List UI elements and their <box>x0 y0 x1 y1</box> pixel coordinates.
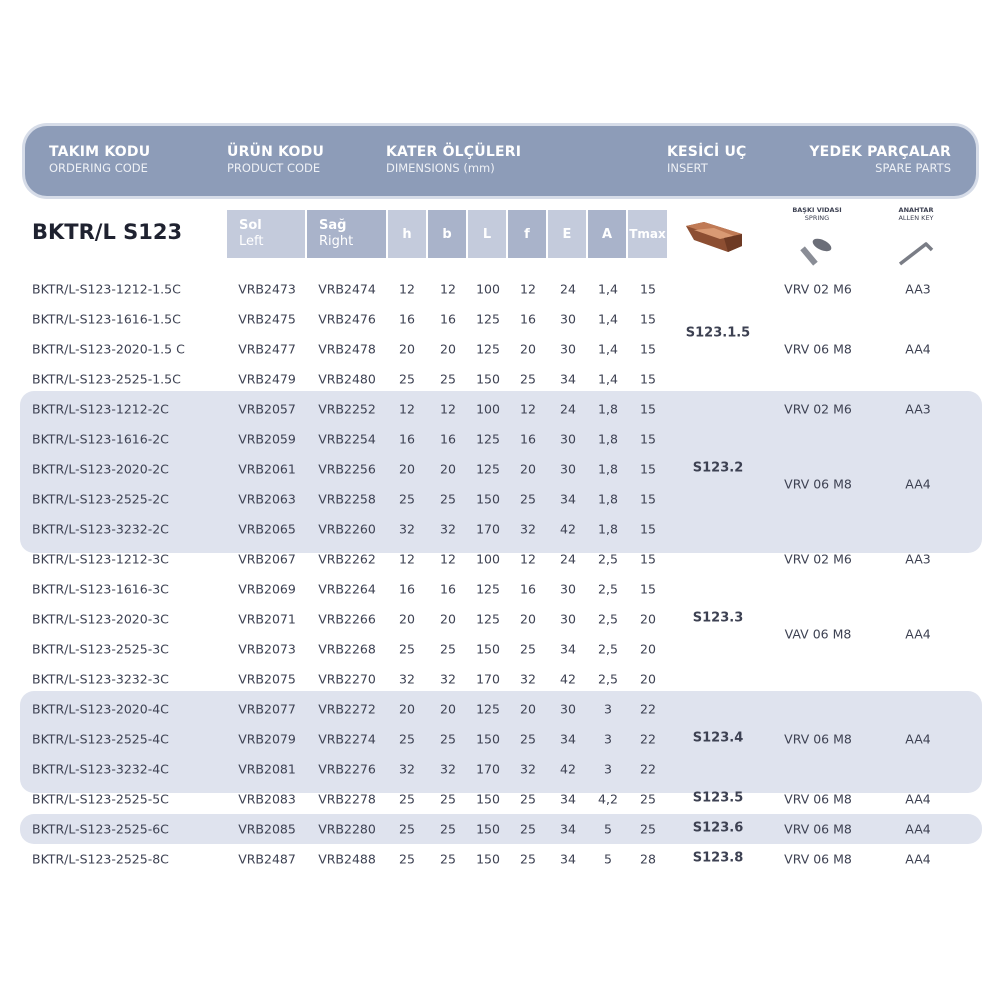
cell-dim-f: 32 <box>520 761 536 777</box>
header-product-code <box>227 144 324 175</box>
product-family-title: BKTR/L S123 <box>32 220 183 244</box>
cell-dim-L: 150 <box>476 371 500 387</box>
cell-dim-E: 30 <box>560 311 576 327</box>
cell-dim-b: 20 <box>440 701 456 717</box>
cell-dim-A: 1,4 <box>598 341 618 357</box>
cell-dim-L: 150 <box>476 731 500 747</box>
header-ordering-code <box>49 144 150 175</box>
cell-dim-E: 34 <box>560 851 576 867</box>
subheader-A: A <box>588 210 626 258</box>
cell-right-code: VRB2254 <box>318 431 376 447</box>
spare-screw: VRV 06 M8 <box>784 851 852 867</box>
spare-allen-key: AA4 <box>905 626 931 642</box>
cell-dim-Tmax: 22 <box>640 701 656 717</box>
cell-dim-A: 1,4 <box>598 311 618 327</box>
cell-dim-L: 150 <box>476 641 500 657</box>
cell-dim-b: 25 <box>440 641 456 657</box>
subheader-right-tr: Sağ <box>319 218 347 233</box>
cell-ordering-code: BKTR/L-S123-3232-2C <box>32 521 169 537</box>
cell-dim-b: 12 <box>440 551 456 567</box>
spare-screw: VAV 06 M8 <box>784 626 852 642</box>
cell-dim-b: 25 <box>440 791 456 807</box>
spring-label-tr: BAŞKI VIDASI <box>792 206 842 214</box>
cell-right-code: VRB2270 <box>318 671 376 687</box>
cell-dim-b: 32 <box>440 761 456 777</box>
insert-code: S123.6 <box>692 820 744 836</box>
cell-left-code: VRB2081 <box>238 761 296 777</box>
insert-code: S123.2 <box>692 460 744 476</box>
cell-ordering-code: BKTR/L-S123-1616-1.5C <box>32 311 181 327</box>
cell-right-code: VRB2280 <box>318 821 376 837</box>
cell-ordering-code: BKTR/L-S123-1212-1.5C <box>32 281 181 297</box>
cell-left-code: VRB2073 <box>238 641 296 657</box>
cell-dim-L: 150 <box>476 851 500 867</box>
cell-dim-L: 100 <box>476 551 500 567</box>
cell-dim-A: 3 <box>604 731 612 747</box>
cell-left-code: VRB2065 <box>238 521 296 537</box>
spare-allen-key: AA4 <box>905 731 931 747</box>
cell-right-code: VRB2258 <box>318 491 376 507</box>
cell-dim-E: 30 <box>560 431 576 447</box>
cell-dim-b: 25 <box>440 731 456 747</box>
header-ordering-title: TAKIM KODU <box>49 144 151 160</box>
spare-allen-key: AA4 <box>905 791 931 807</box>
cell-dim-L: 100 <box>476 281 500 297</box>
cell-left-code: VRB2487 <box>238 851 296 867</box>
cell-dim-A: 2,5 <box>598 551 618 567</box>
cell-dim-L: 125 <box>476 581 500 597</box>
cell-dim-h: 32 <box>399 521 415 537</box>
insert-image <box>684 218 746 256</box>
cell-dim-f: 25 <box>520 731 536 747</box>
spring-label <box>792 206 841 222</box>
cell-dim-L: 125 <box>476 311 500 327</box>
cell-dim-f: 12 <box>520 401 536 417</box>
cell-dim-A: 1,8 <box>598 461 618 477</box>
cell-right-code: VRB2266 <box>318 611 376 627</box>
cell-dim-f: 25 <box>520 791 536 807</box>
allen-key-label <box>898 206 933 222</box>
cell-left-code: VRB2071 <box>238 611 296 627</box>
cell-left-code: VRB2083 <box>238 791 296 807</box>
cell-dim-f: 12 <box>520 281 536 297</box>
cell-dim-Tmax: 25 <box>640 821 656 837</box>
cell-dim-b: 25 <box>440 821 456 837</box>
header-product-title: ÜRÜN KODU <box>227 144 325 160</box>
cell-dim-f: 16 <box>520 581 536 597</box>
subheader-L: L <box>468 210 506 258</box>
header-dimensions-title: KATER ÖLÇÜLERI <box>386 144 522 160</box>
cell-dim-E: 30 <box>560 461 576 477</box>
cell-ordering-code: BKTR/L-S123-2020-4C <box>32 701 169 717</box>
cell-dim-Tmax: 22 <box>640 731 656 747</box>
cell-dim-A: 5 <box>604 851 612 867</box>
cell-right-code: VRB2276 <box>318 761 376 777</box>
cell-ordering-code: BKTR/L-S123-2525-6C <box>32 821 169 837</box>
cell-dim-b: 25 <box>440 491 456 507</box>
insert-code: S123.5 <box>692 790 744 806</box>
cell-left-code: VRB2063 <box>238 491 296 507</box>
cell-dim-b: 12 <box>440 281 456 297</box>
cell-dim-L: 170 <box>476 521 500 537</box>
spare-screw: VRV 02 M6 <box>784 401 852 417</box>
cell-dim-f: 25 <box>520 821 536 837</box>
cell-dim-f: 25 <box>520 491 536 507</box>
cell-dim-b: 32 <box>440 671 456 687</box>
insert-code: S123.4 <box>692 730 744 746</box>
cell-left-code: VRB2057 <box>238 401 296 417</box>
cell-dim-Tmax: 15 <box>640 341 656 357</box>
cell-dim-Tmax: 15 <box>640 461 656 477</box>
cell-right-code: VRB2268 <box>318 641 376 657</box>
cell-ordering-code: BKTR/L-S123-2020-1.5 C <box>32 341 185 357</box>
cell-dim-b: 16 <box>440 311 456 327</box>
cell-dim-Tmax: 15 <box>640 521 656 537</box>
header-dimensions <box>386 144 521 175</box>
allen-key-label-en: ALLEN KEY <box>898 214 934 222</box>
cell-dim-L: 100 <box>476 401 500 417</box>
cell-dim-Tmax: 20 <box>640 671 656 687</box>
cell-dim-f: 12 <box>520 551 536 567</box>
cell-left-code: VRB2079 <box>238 731 296 747</box>
cell-dim-f: 32 <box>520 671 536 687</box>
spare-allen-key: AA4 <box>905 341 931 357</box>
insert-code: S123.1.5 <box>685 325 751 341</box>
cell-left-code: VRB2059 <box>238 431 296 447</box>
subheader-left-tr: Sol <box>239 218 262 233</box>
cell-dim-f: 16 <box>520 431 536 447</box>
cell-left-code: VRB2067 <box>238 551 296 567</box>
cell-dim-Tmax: 20 <box>640 611 656 627</box>
cell-right-code: VRB2264 <box>318 581 376 597</box>
cell-left-code: VRB2477 <box>238 341 296 357</box>
cell-ordering-code: BKTR/L-S123-1212-2C <box>32 401 169 417</box>
cell-dim-h: 12 <box>399 401 415 417</box>
cell-dim-L: 125 <box>476 341 500 357</box>
cell-dim-h: 25 <box>399 641 415 657</box>
cell-dim-E: 30 <box>560 341 576 357</box>
cell-dim-h: 12 <box>399 551 415 567</box>
cell-ordering-code: BKTR/L-S123-1616-2C <box>32 431 169 447</box>
cell-dim-L: 125 <box>476 431 500 447</box>
cell-right-code: VRB2474 <box>318 281 376 297</box>
screw-icon <box>800 237 834 267</box>
cell-right-code: VRB2480 <box>318 371 376 387</box>
cell-ordering-code: BKTR/L-S123-3232-4C <box>32 761 169 777</box>
spare-allen-key: AA4 <box>905 851 931 867</box>
cell-right-code: VRB2252 <box>318 401 376 417</box>
cell-dim-A: 1,8 <box>598 401 618 417</box>
spring-label-en: SPRING <box>804 214 830 222</box>
cell-right-code: VRB2262 <box>318 551 376 567</box>
cell-right-code: VRB2478 <box>318 341 376 357</box>
cell-dim-b: 20 <box>440 611 456 627</box>
cell-dim-A: 2,5 <box>598 671 618 687</box>
insert-code: S123.3 <box>692 610 744 626</box>
cell-ordering-code: BKTR/L-S123-2525-4C <box>32 731 169 747</box>
cell-dim-b: 16 <box>440 581 456 597</box>
cell-ordering-code: BKTR/L-S123-2525-1.5C <box>32 371 181 387</box>
cell-dim-E: 34 <box>560 641 576 657</box>
cell-dim-h: 20 <box>399 341 415 357</box>
allen-key-icon <box>896 234 936 268</box>
cell-dim-Tmax: 15 <box>640 581 656 597</box>
cell-dim-f: 32 <box>520 521 536 537</box>
spare-screw: VRV 06 M8 <box>784 341 852 357</box>
cell-dim-h: 16 <box>399 311 415 327</box>
cell-dim-b: 12 <box>440 401 456 417</box>
cell-dim-b: 32 <box>440 521 456 537</box>
cell-dim-A: 1,4 <box>598 371 618 387</box>
cell-dim-L: 150 <box>476 791 500 807</box>
spare-screw: VRV 06 M8 <box>784 821 852 837</box>
cell-ordering-code: BKTR/L-S123-2525-8C <box>32 851 169 867</box>
cell-dim-E: 42 <box>560 671 576 687</box>
cell-dim-E: 42 <box>560 521 576 537</box>
header-spare-subtitle: SPARE PARTS <box>875 161 951 175</box>
cell-dim-L: 125 <box>476 461 500 477</box>
subheader-b: b <box>428 210 466 258</box>
cell-dim-E: 34 <box>560 821 576 837</box>
subheader-E: E <box>548 210 586 258</box>
cell-dim-Tmax: 20 <box>640 641 656 657</box>
cell-dim-f: 20 <box>520 341 536 357</box>
cell-dim-h: 32 <box>399 671 415 687</box>
cell-dim-A: 1,8 <box>598 521 618 537</box>
cell-dim-A: 2,5 <box>598 581 618 597</box>
spare-screw: VRV 02 M6 <box>784 551 852 567</box>
cell-dim-E: 34 <box>560 791 576 807</box>
cell-dim-Tmax: 15 <box>640 491 656 507</box>
cell-right-code: VRB2256 <box>318 461 376 477</box>
cell-dim-E: 24 <box>560 401 576 417</box>
cell-dim-E: 24 <box>560 281 576 297</box>
header-insert-title: KESİCİ UÇ <box>667 144 747 160</box>
cell-dim-A: 3 <box>604 761 612 777</box>
cell-dim-h: 25 <box>399 851 415 867</box>
cell-dim-Tmax: 15 <box>640 311 656 327</box>
cell-left-code: VRB2085 <box>238 821 296 837</box>
allen-key-label-tr: ANAHTAR <box>898 206 934 214</box>
header-dimensions-subtitle: DIMENSIONS (mm) <box>386 161 495 175</box>
cell-dim-E: 34 <box>560 371 576 387</box>
cell-ordering-code: BKTR/L-S123-1212-3C <box>32 551 169 567</box>
cell-dim-Tmax: 15 <box>640 551 656 567</box>
cell-dim-L: 150 <box>476 821 500 837</box>
cell-dim-h: 12 <box>399 281 415 297</box>
cell-ordering-code: BKTR/L-S123-2020-3C <box>32 611 169 627</box>
cell-dim-Tmax: 25 <box>640 791 656 807</box>
subheader-right-en: Right <box>319 234 354 249</box>
cell-dim-E: 30 <box>560 581 576 597</box>
cell-dim-A: 2,5 <box>598 641 618 657</box>
cell-dim-Tmax: 15 <box>640 401 656 417</box>
cell-dim-E: 24 <box>560 551 576 567</box>
cell-dim-b: 25 <box>440 371 456 387</box>
cell-dim-f: 25 <box>520 371 536 387</box>
spare-screw: VRV 06 M8 <box>784 791 852 807</box>
cell-right-code: VRB2278 <box>318 791 376 807</box>
cell-right-code: VRB2274 <box>318 731 376 747</box>
cell-dim-Tmax: 15 <box>640 371 656 387</box>
cell-right-code: VRB2488 <box>318 851 376 867</box>
cell-dim-E: 30 <box>560 611 576 627</box>
table-header-bar <box>25 126 976 196</box>
header-product-subtitle: PRODUCT CODE <box>227 161 321 175</box>
cell-right-code: VRB2260 <box>318 521 376 537</box>
cell-dim-A: 4,2 <box>598 791 618 807</box>
subheader-f: f <box>508 210 546 258</box>
header-spare-title: YEDEK PARÇALAR <box>809 144 951 160</box>
cell-ordering-code: BKTR/L-S123-1616-3C <box>32 581 169 597</box>
cell-right-code: VRB2476 <box>318 311 376 327</box>
cell-dim-Tmax: 15 <box>640 431 656 447</box>
header-insert <box>667 144 747 175</box>
cell-dim-E: 42 <box>560 761 576 777</box>
spare-screw: VRV 06 M8 <box>784 476 852 492</box>
cell-dim-h: 20 <box>399 701 415 717</box>
cell-dim-E: 30 <box>560 701 576 717</box>
cell-dim-h: 16 <box>399 431 415 447</box>
cell-dim-L: 150 <box>476 491 500 507</box>
cell-right-code: VRB2272 <box>318 701 376 717</box>
cell-dim-Tmax: 22 <box>640 761 656 777</box>
cell-dim-h: 20 <box>399 611 415 627</box>
spare-allen-key: AA3 <box>905 281 931 297</box>
subheader-left-en: Left <box>239 234 264 249</box>
cell-dim-f: 25 <box>520 641 536 657</box>
cell-ordering-code: BKTR/L-S123-2525-5C <box>32 791 169 807</box>
cell-ordering-code: BKTR/L-S123-3232-3C <box>32 671 169 687</box>
cell-dim-L: 125 <box>476 701 500 717</box>
cell-dim-A: 3 <box>604 701 612 717</box>
cell-dim-h: 25 <box>399 821 415 837</box>
spare-allen-key: AA4 <box>905 821 931 837</box>
cell-dim-h: 25 <box>399 491 415 507</box>
spare-screw: VRV 06 M8 <box>784 731 852 747</box>
cell-ordering-code: BKTR/L-S123-2020-2C <box>32 461 169 477</box>
cell-dim-A: 1,4 <box>598 281 618 297</box>
cell-dim-L: 125 <box>476 611 500 627</box>
spare-allen-key: AA4 <box>905 476 931 492</box>
cell-dim-f: 20 <box>520 701 536 717</box>
cell-dim-L: 170 <box>476 761 500 777</box>
cell-dim-f: 16 <box>520 311 536 327</box>
cell-left-code: VRB2077 <box>238 701 296 717</box>
cell-dim-b: 16 <box>440 431 456 447</box>
cell-ordering-code: BKTR/L-S123-2525-3C <box>32 641 169 657</box>
header-ordering-subtitle: ORDERING CODE <box>49 161 148 175</box>
spare-allen-key: AA3 <box>905 401 931 417</box>
cell-dim-h: 16 <box>399 581 415 597</box>
cell-dim-b: 25 <box>440 851 456 867</box>
cell-dim-E: 34 <box>560 491 576 507</box>
cell-dim-h: 20 <box>399 461 415 477</box>
subheader-h: h <box>388 210 426 258</box>
cell-dim-A: 2,5 <box>598 611 618 627</box>
cell-dim-Tmax: 28 <box>640 851 656 867</box>
cell-left-code: VRB2069 <box>238 581 296 597</box>
cell-left-code: VRB2479 <box>238 371 296 387</box>
spare-screw: VRV 02 M6 <box>784 281 852 297</box>
cell-dim-b: 20 <box>440 341 456 357</box>
cell-left-code: VRB2475 <box>238 311 296 327</box>
cell-ordering-code: BKTR/L-S123-2525-2C <box>32 491 169 507</box>
subheader-right <box>307 210 386 258</box>
cell-dim-h: 32 <box>399 761 415 777</box>
cell-dim-f: 25 <box>520 851 536 867</box>
cell-left-code: VRB2473 <box>238 281 296 297</box>
cell-dim-L: 170 <box>476 671 500 687</box>
cell-dim-A: 5 <box>604 821 612 837</box>
cell-dim-f: 20 <box>520 461 536 477</box>
insert-code: S123.8 <box>692 850 744 866</box>
cell-dim-f: 20 <box>520 611 536 627</box>
subheader-left <box>227 210 305 258</box>
cell-dim-E: 34 <box>560 731 576 747</box>
cell-dim-Tmax: 15 <box>640 281 656 297</box>
cell-dim-h: 25 <box>399 371 415 387</box>
cell-dim-A: 1,8 <box>598 491 618 507</box>
header-insert-subtitle: INSERT <box>667 161 708 175</box>
subheader-Tmax: Tmax <box>628 210 667 258</box>
cell-left-code: VRB2075 <box>238 671 296 687</box>
header-spare-parts <box>809 144 951 175</box>
cell-dim-h: 25 <box>399 791 415 807</box>
cell-dim-A: 1,8 <box>598 431 618 447</box>
spare-allen-key: AA3 <box>905 551 931 567</box>
cell-dim-b: 20 <box>440 461 456 477</box>
cell-dim-h: 25 <box>399 731 415 747</box>
cell-left-code: VRB2061 <box>238 461 296 477</box>
